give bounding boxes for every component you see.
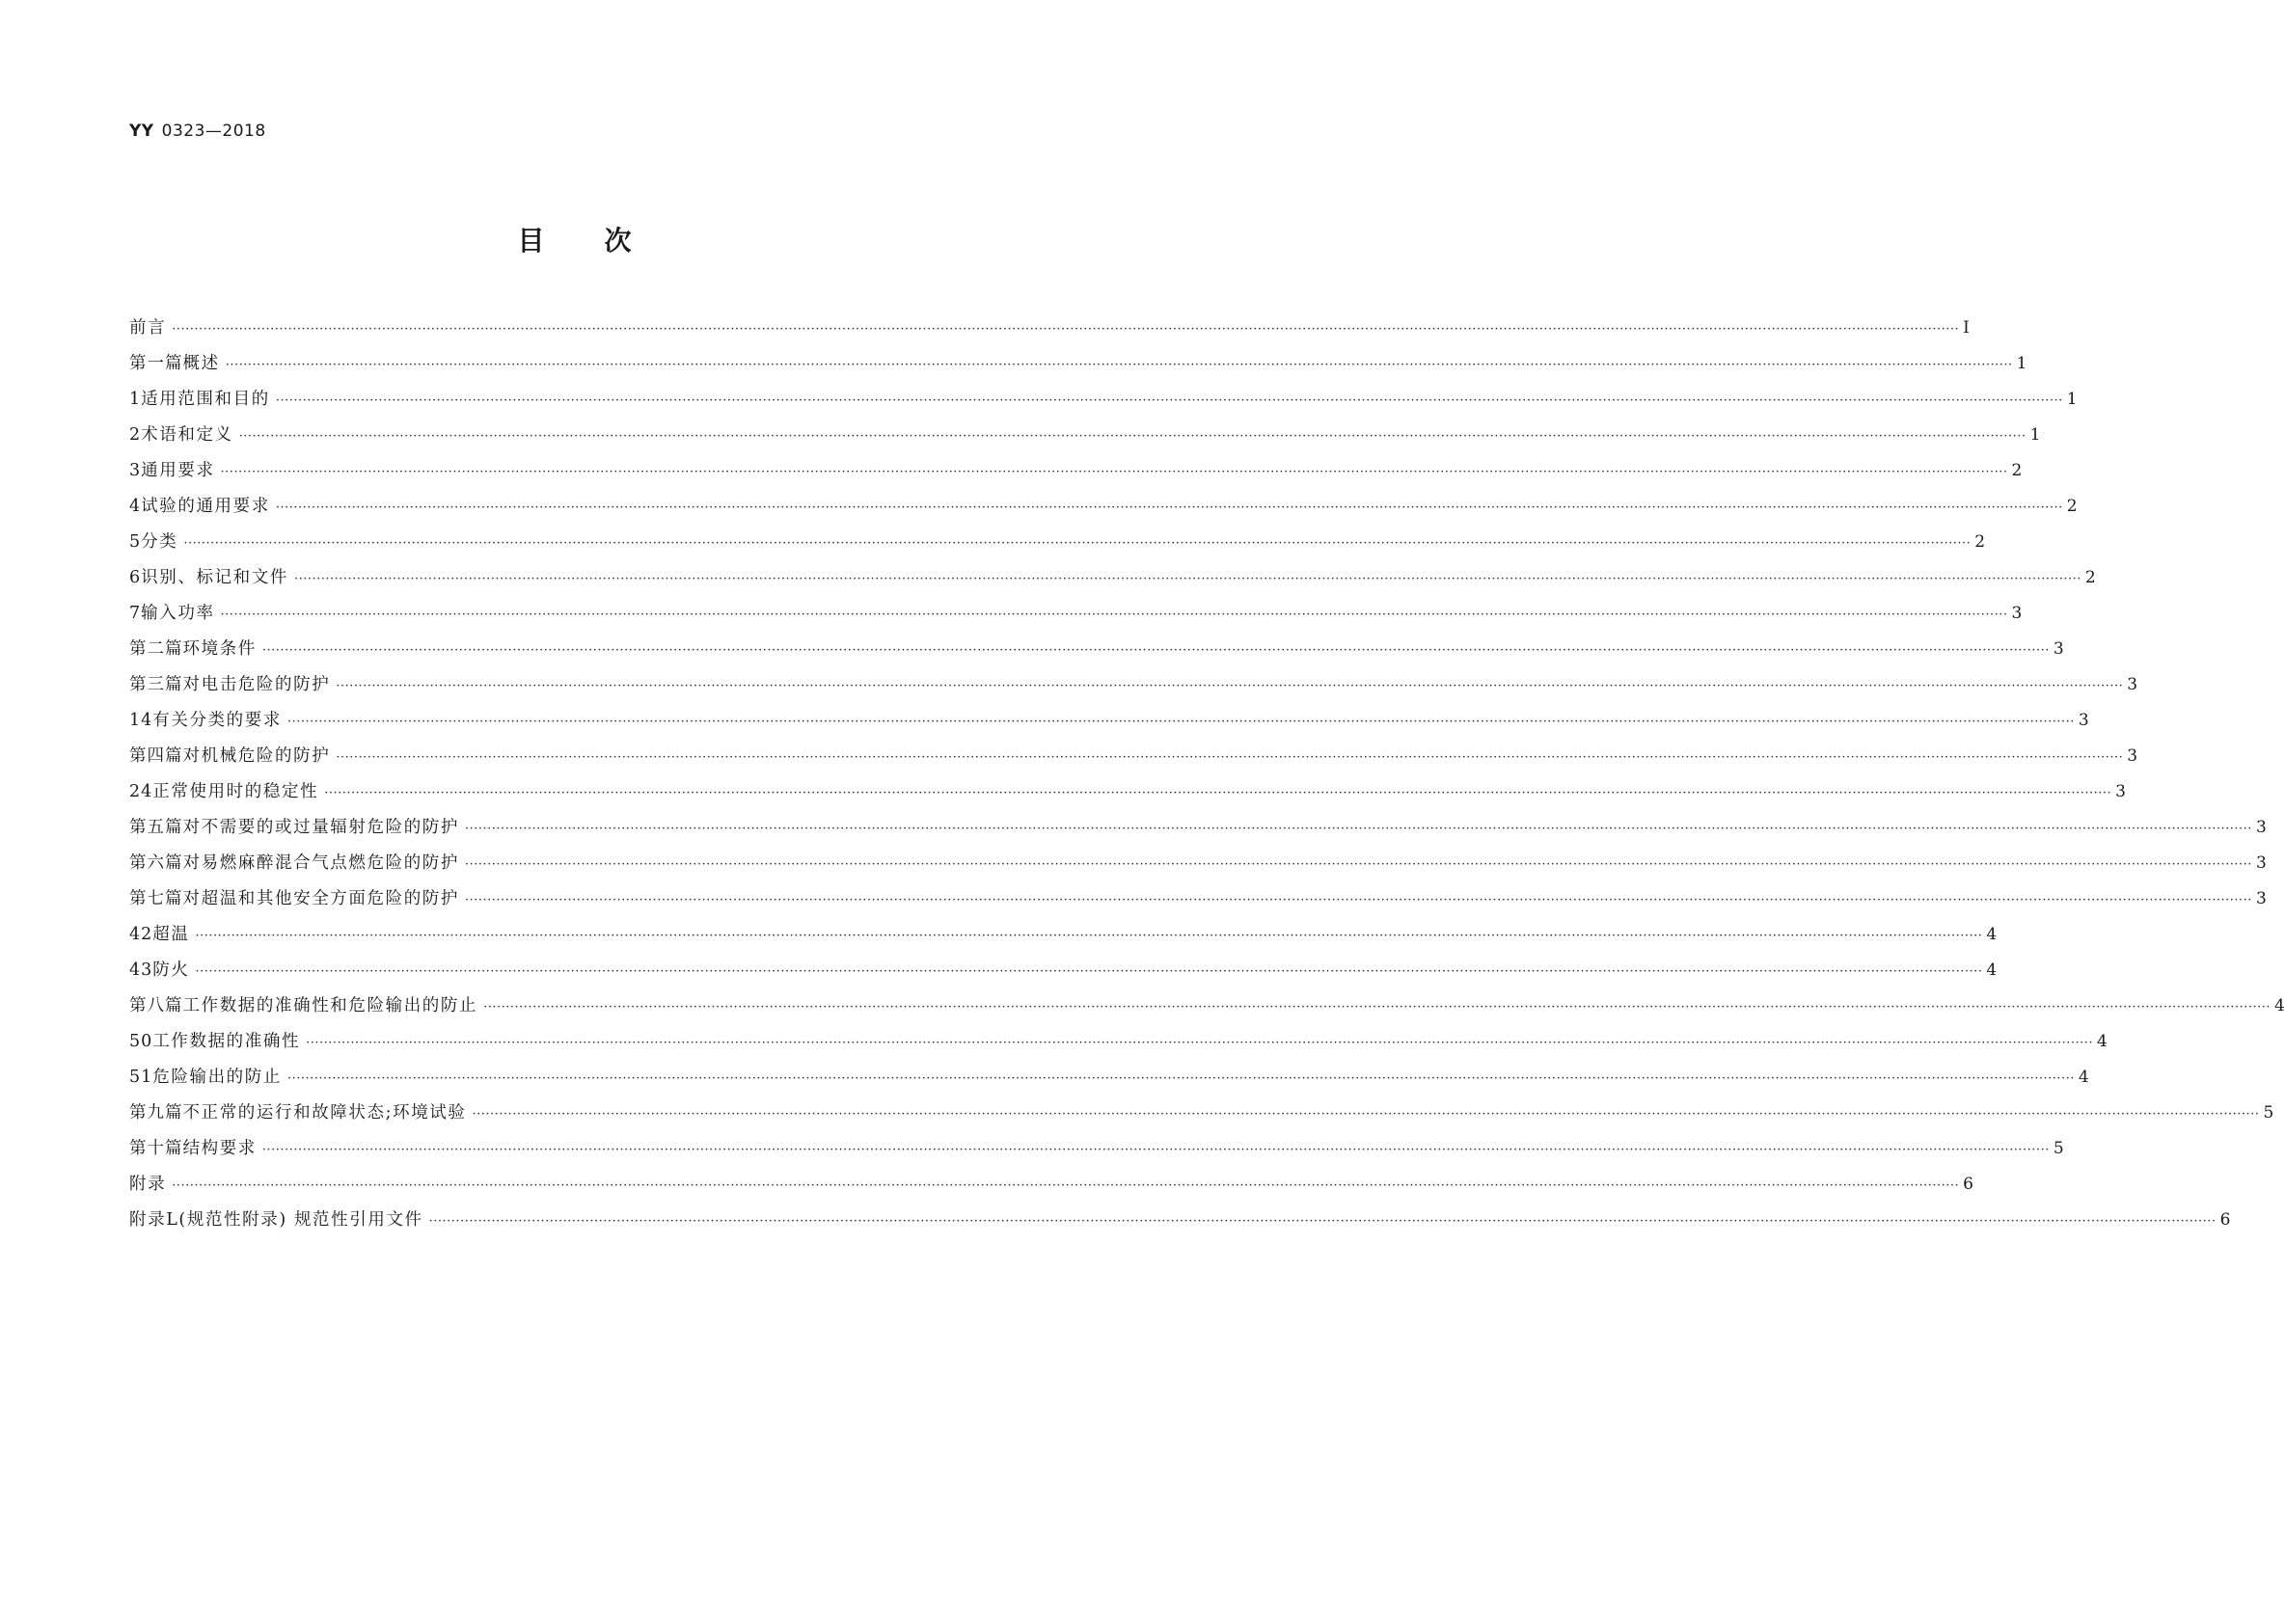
toc-entry-label: 对超温和其他安全方面危险的防护 [182, 889, 459, 908]
toc-entry-number: 第七篇 [129, 889, 183, 908]
toc-entry-label: 通用要求 [141, 461, 215, 480]
toc-dot-leader: ················································································································································································································································································································································································································ [465, 822, 2252, 836]
toc-entry-number: 2 [129, 425, 142, 445]
toc-entry-label: 适用范围和目的 [141, 390, 270, 409]
toc-dot-leader: ················································································································································································································································································································································································································ [225, 358, 2013, 372]
toc-entry[interactable] [129, 814, 2267, 850]
toc-entry[interactable] [129, 778, 2126, 814]
toc-entry-number: 43 [129, 961, 153, 980]
toc-entry-page: 3 [2255, 889, 2267, 908]
toc-entry-label: 环境条件 [182, 639, 257, 659]
toc-entry-label: 对易燃麻醉混合气点燃危险的防护 [182, 853, 459, 873]
toc-entry-label: 对不需要的或过量辐射危险的防护 [182, 818, 459, 837]
toc-dot-leader: ················································································································································································································································································································································································································ [472, 1107, 2260, 1122]
toc-entry-label: 工作数据的准确性和危险输出的防止 [182, 996, 478, 1015]
toc-entry-number: 第四篇 [129, 746, 183, 766]
toc-entry[interactable] [129, 1099, 2274, 1135]
toc-entry-number: 第三篇 [129, 675, 183, 694]
toc-entry[interactable] [129, 885, 2267, 921]
toc-entry[interactable] [129, 707, 2089, 743]
toc-entry-number: 第一篇 [129, 354, 183, 373]
toc-dot-leader: ················································································································································································································································································································································································································ [261, 1143, 2050, 1157]
toc-dot-leader: ················································································································································································································································································································································································································ [220, 465, 2008, 479]
toc-entry[interactable] [129, 743, 2138, 778]
toc-entry[interactable] [129, 564, 2096, 600]
toc-entry-number: 24 [129, 782, 153, 801]
toc-dot-leader: ················································································································································································································································································································································································································ [261, 643, 2050, 658]
toc-entry-page: 5 [2263, 1103, 2274, 1123]
toc-entry[interactable] [129, 493, 2078, 528]
toc-entry-label: 识别、标记和文件 [141, 568, 288, 587]
toc-entry-page: 1 [2066, 390, 2078, 409]
toc-dot-leader: ················································································································································································································································································································································································································ [483, 1000, 2271, 1015]
toc-entry-label: 防火 [152, 961, 190, 980]
standard-number: 0323—2018 [161, 122, 266, 141]
toc-entry-label: 附录 [129, 1175, 167, 1194]
toc-entry-number: 第五篇 [129, 818, 183, 837]
table-of-contents [129, 314, 2285, 1242]
toc-entry[interactable] [129, 421, 2041, 457]
toc-entry-number: 第二篇 [129, 639, 183, 659]
standard-code [129, 122, 266, 141]
toc-entry-page: 2 [2084, 568, 2096, 587]
toc-entry-page: 3 [2255, 818, 2267, 837]
toc-entry-label: 结构要求 [182, 1139, 257, 1158]
toc-entry-page: 6 [1963, 1175, 1973, 1194]
toc-entry-label: 对电击危险的防护 [182, 675, 331, 694]
toc-entry[interactable] [129, 600, 2023, 636]
toc-entry-page: 3 [2127, 746, 2138, 766]
toc-entry-page: 2 [2011, 461, 2023, 480]
toc-entry-label: 前言 [129, 318, 167, 338]
toc-dot-leader: ················································································································································································································································································································································································································ [286, 1071, 2075, 1086]
page-title: 目次 [517, 225, 692, 257]
toc-entry[interactable] [129, 850, 2267, 885]
toc-dot-leader: ················································································································································································································································································································································································································ [183, 536, 1972, 551]
toc-entry-number: 42 [129, 925, 153, 944]
toc-entry[interactable] [129, 1028, 2108, 1064]
toc-dot-leader: ················································································································································································································································································································································································································ [275, 393, 2063, 408]
toc-entry-page: 3 [2078, 711, 2089, 730]
toc-entry-number: 3 [129, 461, 142, 480]
standard-prefix: YY [129, 122, 154, 141]
toc-entry-page: 3 [2127, 675, 2138, 694]
toc-entry-label: 危险输出的防止 [152, 1068, 282, 1087]
toc-entry[interactable] [129, 386, 2078, 421]
toc-dot-leader: ················································································································································································································································································································································································································ [220, 608, 2008, 622]
toc-entry[interactable] [129, 1135, 2064, 1171]
toc-dot-leader: ················································································································································································································································································································································································································ [195, 929, 1983, 943]
toc-entry-page: 1 [2029, 425, 2041, 445]
toc-entry-label: 不正常的运行和故障状态;环境试验 [182, 1103, 467, 1123]
toc-entry-label: 输入功率 [141, 604, 215, 623]
toc-entry-number: 6 [129, 568, 142, 587]
toc-entry-page: 3 [2011, 604, 2023, 623]
toc-entry-label: 超温 [152, 925, 190, 944]
toc-entry-page: 6 [2219, 1210, 2231, 1230]
toc-entry-page: 4 [2097, 1032, 2108, 1051]
toc-entry-label: 有关分类的要求 [152, 711, 282, 730]
toc-entry[interactable] [129, 636, 2064, 671]
toc-entry-page: 4 [2274, 996, 2285, 1015]
toc-dot-leader: ················································································································································································································································································································································································································ [172, 322, 1960, 337]
toc-entry-label: 正常使用时的稳定性 [152, 782, 319, 801]
toc-entry-number: 14 [129, 711, 153, 730]
toc-entry-page: 5 [2053, 1139, 2064, 1158]
toc-entry[interactable] [129, 992, 2285, 1028]
toc-entry-number: 4 [129, 497, 142, 516]
toc-entry[interactable] [129, 457, 2023, 493]
toc-dot-leader: ················································································································································································································································································································································································································ [195, 964, 1983, 979]
toc-entry-page: 2 [2066, 497, 2078, 516]
toc-entry[interactable] [129, 1064, 2089, 1099]
toc-entry-label: 术语和定义 [141, 425, 233, 445]
toc-entry-page: 3 [2115, 782, 2126, 801]
toc-entry-page: 4 [1986, 925, 1998, 944]
toc-entry-page: 2 [1974, 532, 1986, 552]
toc-dot-leader: ················································································································································································································································································································································································································ [336, 750, 2124, 765]
toc-entry-page: 4 [2078, 1068, 2089, 1087]
toc-entry-number: 第九篇 [129, 1103, 183, 1123]
toc-entry-page: 1 [2016, 354, 2027, 373]
toc-entry[interactable] [129, 350, 2027, 386]
toc-entry-label: 对机械危险的防护 [182, 746, 331, 766]
toc-entry-page: 3 [2053, 639, 2064, 659]
toc-entry-number: 第六篇 [129, 853, 183, 873]
toc-entry[interactable] [129, 921, 1998, 957]
toc-entry-number: 第十篇 [129, 1139, 183, 1158]
toc-dot-leader: ················································································································································································································································································································································································································ [293, 572, 2081, 586]
toc-entry-label: 试验的通用要求 [141, 497, 270, 516]
toc-entry-label: 工作数据的准确性 [152, 1032, 301, 1051]
toc-dot-leader: ················································································································································································································································································································································································································ [465, 857, 2252, 872]
toc-dot-leader: ················································································································································································································································································································································································································ [172, 1178, 1960, 1193]
toc-entry-label: 概述 [182, 354, 220, 373]
toc-entry-page: Ⅰ [1963, 318, 1970, 338]
toc-entry[interactable] [129, 957, 1998, 992]
toc-dot-leader: ················································································································································································································································································································································································································ [428, 1214, 2217, 1229]
toc-entry[interactable] [129, 1206, 2231, 1242]
toc-dot-leader: ················································································································································································································································································································································································································ [286, 715, 2075, 729]
toc-entry-number: 51 [129, 1068, 153, 1087]
toc-entry-page: 4 [1986, 961, 1998, 980]
toc-entry-number: 7 [129, 604, 142, 623]
toc-dot-leader: ················································································································································································································································································································································································································ [336, 679, 2124, 693]
toc-entry[interactable] [129, 671, 2138, 707]
toc-entry-label: 附录L(规范性附录) 规范性引用文件 [129, 1210, 423, 1230]
toc-entry-label: 分类 [141, 532, 178, 552]
toc-entry[interactable] [129, 1171, 1973, 1206]
toc-entry-page: 3 [2255, 853, 2267, 873]
toc-dot-leader: ················································································································································································································································································································································································································ [275, 501, 2063, 515]
toc-entry-number: 5 [129, 532, 142, 552]
toc-entry-number: 1 [129, 390, 142, 409]
toc-entry-number: 第八篇 [129, 996, 183, 1015]
toc-dot-leader: ················································································································································································································································································································································································································ [324, 786, 2112, 800]
toc-dot-leader: ················································································································································································································································································································································································································ [465, 893, 2252, 907]
toc-dot-leader: ················································································································································································································································································································································································································ [238, 429, 2027, 444]
toc-entry-number: 50 [129, 1032, 153, 1051]
toc-entry[interactable] [129, 528, 1986, 564]
toc-entry[interactable] [129, 314, 1970, 350]
toc-dot-leader: ················································································································································································································································································································································································································ [306, 1036, 2094, 1050]
